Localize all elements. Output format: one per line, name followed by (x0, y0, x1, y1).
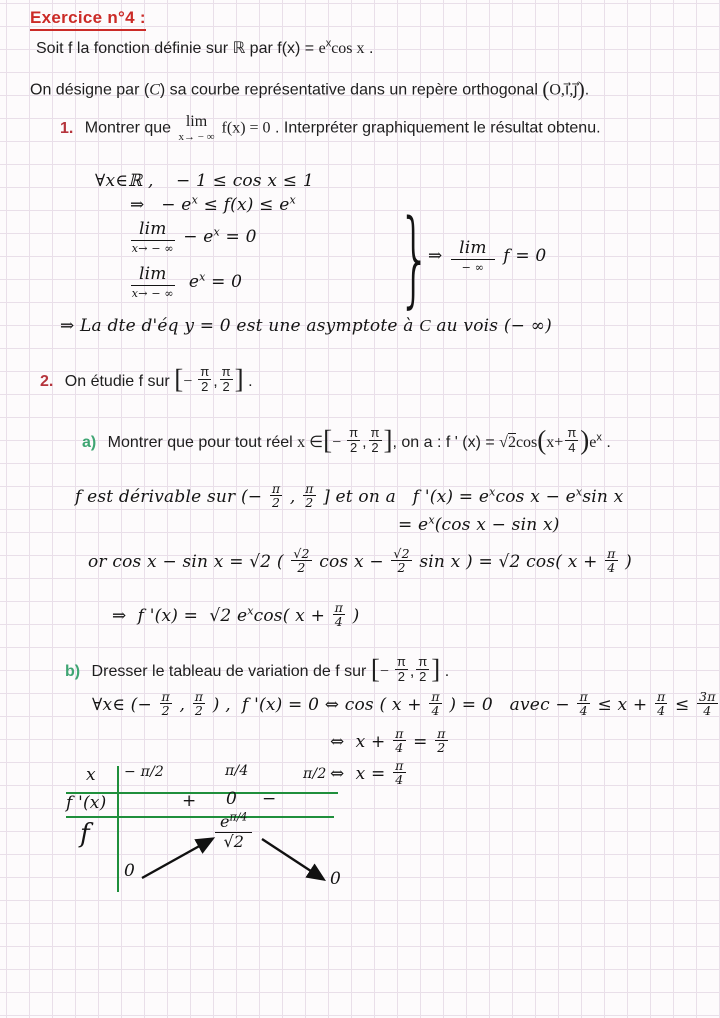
hand-derivative-result: ⇒ f '(x) = √2 $e^x\cos$( x + $\frac{\pi}{4}$ ) (112, 600, 360, 630)
hand-brace: } (398, 197, 432, 319)
table-vertical-rule (117, 766, 119, 892)
question-2a: a) Montrer que pour tout réel x ∈[− $\frac{\pi}{2}$ , $\frac{\pi}{2}$ ], on a : f ' (x) = √2cos(x+ $\frac{\pi}{4}$ )$e^x$ . (82, 425, 611, 456)
table-top-rule (66, 792, 338, 794)
hand-lim-neg: lim x→ − ∞ − $e^x = 0$ (131, 219, 257, 255)
table-sign-minus: − (262, 789, 277, 809)
hand-lim-pos: lim x→ − ∞ $e^x = 0$ (131, 264, 243, 300)
intro-line-2: On désigne par (C) sa courbe représentative dans un repère orthogonal (O,i⃗,j⃗). (30, 77, 590, 101)
hand-asymptote: ⇒ La dte d'éq y = 0 est une asymptote à C au vois (− ∞) (60, 316, 552, 336)
table-f-label: f (80, 819, 90, 849)
table-sign-zero: 0 (226, 789, 238, 809)
hand-bound-f: ⇒ − $e^x \le f(x) \le e^x$ (130, 193, 296, 215)
hand-derivative-1: f est dérivable sur (− $\frac{\pi}{2}$ , $\frac{\pi}{2}$ ] et on a f '$(x) = e^x\cos$ $x - e^x\sin$ x (75, 481, 624, 511)
question-2: 2. On étudie f sur [− $\frac{\pi}{2}$ , $\frac{\pi}{2}$ ] . (40, 364, 253, 395)
hand-solve-2: ⇔ x + $\frac{\pi}{4}$ = $\frac{\pi}{2}$ (330, 726, 446, 756)
intro-line-1: Soit f la fonction définie sur ℝ par $f(x) = e^x\cos$ x . (36, 37, 374, 57)
f-increase-arrow (142, 839, 212, 878)
hand-lim-conclusion: ⇒ lim − ∞ f = 0 (428, 238, 547, 274)
table-max-numerator: $e^{\pi/4}$ (215, 813, 252, 833)
question-1: 1. Montrer que lim x→ − ∞ f(x) = 0 . Interpréter graphiquement le résultat obtenu. (60, 113, 601, 143)
table-var-x: x (86, 765, 96, 785)
hand-trig-identity: or cos x − sin x = √2 ( $\frac{√2}{2}$ cos x − $\frac{√2}{2}$ sin x ) = √2 cos( x + $\frac{\pi}{4}$ ) (88, 546, 632, 576)
exercise-title: Exercice n°4 : (30, 8, 146, 31)
table-fprime-label: f '(x) (66, 793, 107, 813)
hand-solve-1: ∀x∈ (− $\frac{\pi}{2}$ , $\frac{\pi}{2}$ ) , f '(x) = 0 ⇔ cos ( x + $\frac{\pi}{4}$ ) = 0 avec − $\frac{\pi}{4}$ ≤ x + $\frac{\pi}{4}$ ≤ $\frac{3\pi}{4}$ (92, 689, 716, 719)
table-x-root: π/4 (225, 763, 249, 779)
hand-solve-3: ⇔ x = $\frac{\pi}{4}$ (330, 758, 404, 788)
table-x-right: π/2 (303, 766, 327, 782)
hand-derivative-2: = $e^x(\cos$ x − sin x) (398, 513, 560, 535)
f-decrease-arrow (262, 839, 323, 879)
hand-bound-cos: ∀x∈ℝ , − 1 ≤ cos x ≤ 1 (95, 171, 314, 191)
table-max-denominator: √2 (223, 831, 244, 851)
table-sign-plus: + (182, 791, 197, 811)
table-f-left-value: 0 (124, 861, 136, 881)
table-x-left: − π/2 (124, 764, 165, 780)
variation-arrows (120, 815, 350, 895)
table-f-right-value: 0 (330, 869, 342, 889)
question-2b: b) Dresser le tableau de variation de f sur [− $\frac{\pi}{2}$ , $\frac{\pi}{2}$ ] . (65, 654, 450, 685)
